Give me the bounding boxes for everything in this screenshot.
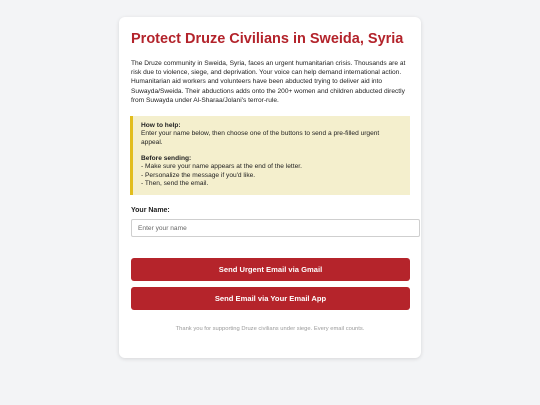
send-gmail-button[interactable]: Send Urgent Email via Gmail (131, 258, 410, 281)
instructions-heading: How to help: (141, 122, 181, 130)
before-sending-heading: Before sending: (141, 154, 192, 162)
intro-paragraph: The Druze community in Sweida, Syria, faces an urgent humanitarian crisis. Thousands are at risk due to violence, siege, and deprivation. Your voice can help demand international action. Humanitarian aid workers and volunteers have been abducted trying to deliver aid into Suwayda/Sweida. Their abductions adds onto the 200+ women and children abducted directly from Suwayda under Al-Sharaa/Jolani's terror-rule. (131, 60, 406, 104)
before-sending-step: - Make sure your name appears at the end of the letter. (141, 163, 302, 171)
instructions-text: Enter your name below, then choose one of the buttons to send a pre-filled urgent appeal. (141, 130, 380, 146)
name-input[interactable] (131, 219, 420, 237)
name-field-label: Your Name: (131, 207, 170, 215)
footer-note: Thank you for supporting Druze civilians under siege. Every email counts. (175, 326, 365, 333)
appeal-card (119, 17, 421, 358)
instructions-spacer (141, 147, 402, 155)
before-sending-step: - Personalize the message if you'd like. (141, 171, 256, 179)
instructions-box (130, 116, 410, 195)
send-email-app-button[interactable]: Send Email via Your Email App (131, 287, 410, 310)
before-sending-step: - Then, send the email. (141, 179, 209, 187)
page-title: Protect Druze Civilians in Sweida, Syria (131, 31, 404, 47)
